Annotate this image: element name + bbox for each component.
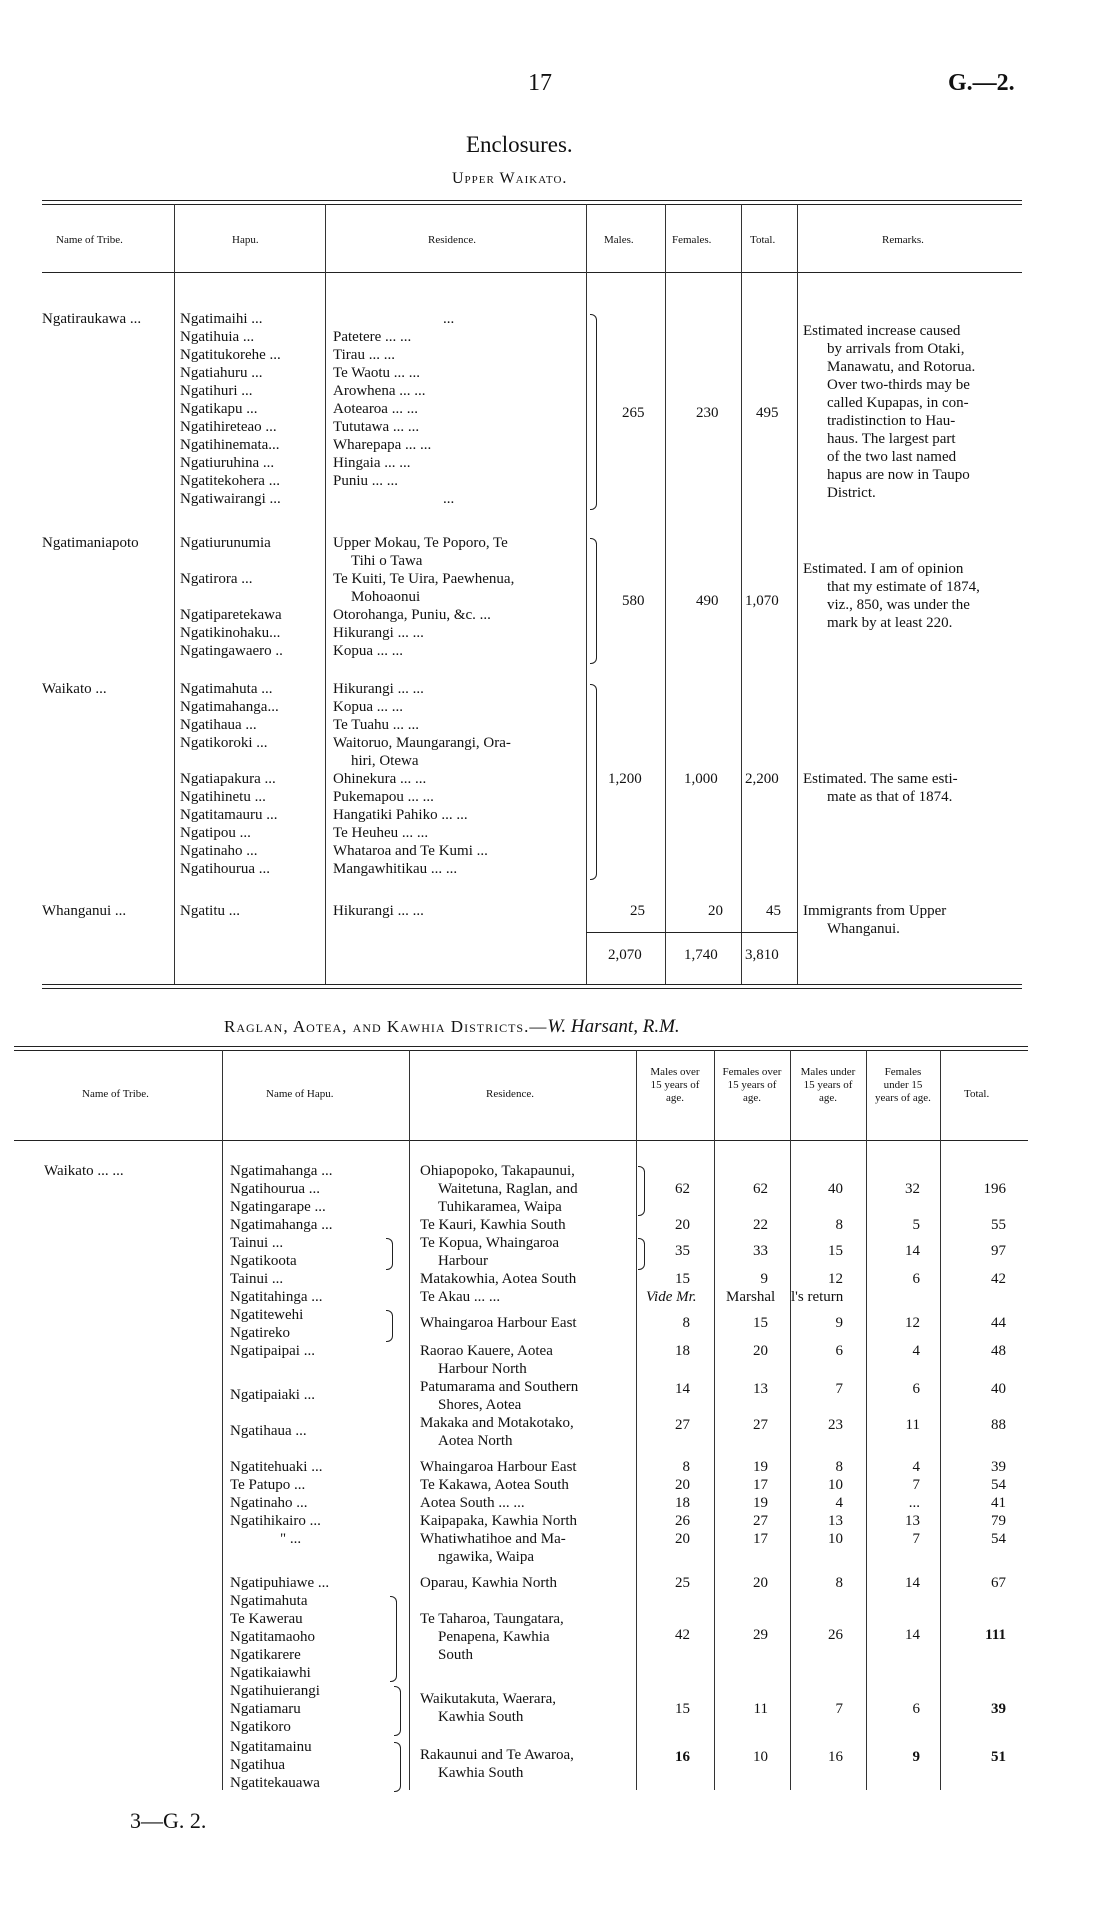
page-number: 17 bbox=[528, 70, 552, 96]
table-row-hapu: Ngatipaipai ... bbox=[230, 1343, 315, 1359]
table-row-residence: Waikutakuta, Waerara, Kawhia South bbox=[420, 1691, 556, 1725]
row-total: 41 bbox=[991, 1495, 1006, 1511]
females-over: 19 bbox=[753, 1459, 768, 1475]
table-row-hapu: Ngatimahanga ... bbox=[230, 1217, 333, 1233]
col-divider bbox=[665, 204, 666, 984]
males-over: 16 bbox=[675, 1749, 690, 1765]
males-over: 8 bbox=[682, 1459, 690, 1475]
table-row-residence: Patumarama and Southern Shores, Aotea bbox=[420, 1379, 579, 1413]
table-row-residence: Aotea South ... ... bbox=[420, 1495, 525, 1511]
col-divider bbox=[866, 1050, 867, 1790]
females-under: 6 bbox=[912, 1271, 920, 1287]
remarks-text: Estimated increase caused by arrivals from Otaki, Manawatu, and Rotorua. Over two-thirds may be called Kupapas, in con- tradistinction to Hau- haus. The largest part of the two last named hapus are now in Taupo District. bbox=[803, 323, 976, 501]
females-under: 14 bbox=[905, 1627, 920, 1643]
residence-list: Hikurangi ... ... bbox=[333, 903, 424, 919]
males-under: 8 bbox=[835, 1575, 843, 1591]
header-residence: Residence. bbox=[428, 234, 476, 246]
header-rule bbox=[14, 1140, 1028, 1141]
header-hapu: Hapu. bbox=[232, 234, 259, 246]
table-row-residence: Whatiwhatihoe and Ma- ngawika, Waipa bbox=[420, 1531, 566, 1565]
header-females-under: Females under 15 years of age. bbox=[875, 1066, 931, 1104]
females-over: 20 bbox=[753, 1575, 768, 1591]
table-row-hapu: Ngatihikairo ... bbox=[230, 1513, 321, 1529]
table-row-residence: Rakaunui and Te Awaroa, Kawhia South bbox=[420, 1747, 574, 1781]
males-under: 12 bbox=[828, 1271, 843, 1287]
header-tribe: Name of Tribe. bbox=[82, 1088, 149, 1100]
group-brace bbox=[590, 314, 597, 510]
table-row-hapu: Tainui ... bbox=[230, 1271, 284, 1287]
table-row-residence: Whaingaroa Harbour East bbox=[420, 1459, 577, 1475]
females-under: 11 bbox=[905, 1417, 920, 1433]
males-under: 10 bbox=[828, 1477, 843, 1493]
males-over: 20 bbox=[675, 1217, 690, 1233]
males-under: 7 bbox=[835, 1381, 843, 1397]
males-over: 15 bbox=[675, 1701, 690, 1717]
table-row-hapu: Ngatipuhiawe ... bbox=[230, 1575, 330, 1591]
males-over: 26 bbox=[675, 1513, 690, 1529]
row-total: 54 bbox=[991, 1531, 1006, 1547]
males-over: 35 bbox=[675, 1243, 690, 1259]
col-divider bbox=[222, 1050, 223, 1790]
table-row-hapu: Ngatihuierangi Ngatiamaru Ngatikoro bbox=[230, 1683, 320, 1735]
row-total: 196 bbox=[983, 1181, 1006, 1197]
females-over: 9 bbox=[760, 1271, 768, 1287]
row-total: 54 bbox=[991, 1477, 1006, 1493]
header-males-over: Males over 15 years of age. bbox=[650, 1066, 700, 1104]
enclosures-title: Enclosures. bbox=[466, 132, 573, 157]
females-over: 20 bbox=[753, 1343, 768, 1359]
col-divider bbox=[741, 204, 742, 984]
total-value: 495 bbox=[756, 405, 779, 421]
row-total: 51 bbox=[991, 1749, 1006, 1765]
table-row-residence: Te Taharoa, Taungatara, Penapena, Kawhia South bbox=[420, 1611, 564, 1663]
females-under: 32 bbox=[905, 1181, 920, 1197]
females-under: 12 bbox=[905, 1315, 920, 1331]
males-value: 1,200 bbox=[608, 771, 642, 787]
table-row-hapu: Tainui ... Ngatikoota bbox=[230, 1235, 297, 1269]
col-divider bbox=[797, 204, 798, 984]
col-divider bbox=[790, 1050, 791, 1790]
females-over: 13 bbox=[753, 1381, 768, 1397]
males-under: 4 bbox=[835, 1495, 843, 1511]
tribe-name: Ngatimaniapoto bbox=[42, 535, 139, 551]
table-row-hapu: Ngatihaua ... bbox=[230, 1423, 307, 1439]
females-over: 27 bbox=[753, 1513, 768, 1529]
females-over: 27 bbox=[753, 1417, 768, 1433]
males-under: 23 bbox=[828, 1417, 843, 1433]
females-under: 4 bbox=[912, 1459, 920, 1475]
males-over: 15 bbox=[675, 1271, 690, 1287]
males-value: 265 bbox=[622, 405, 645, 421]
males-under: 9 bbox=[835, 1315, 843, 1331]
males-over: 27 bbox=[675, 1417, 690, 1433]
females-over: 10 bbox=[753, 1749, 768, 1765]
table-row-residence: Te Akau ... ... bbox=[420, 1289, 501, 1305]
females-over: 17 bbox=[753, 1477, 768, 1493]
females-under: 4 bbox=[912, 1343, 920, 1359]
total-females: 1,740 bbox=[684, 947, 718, 963]
males-over: 20 bbox=[675, 1531, 690, 1547]
table-row-residence: Kaipapaka, Kawhia North bbox=[420, 1513, 578, 1529]
males-over: 20 bbox=[675, 1477, 690, 1493]
females-under: 7 bbox=[912, 1531, 920, 1547]
table-row-hapu: Te Patupo ... bbox=[230, 1477, 306, 1493]
remarks-text: Estimated. The same esti- mate as that of 1874. bbox=[803, 771, 958, 805]
females-under: 6 bbox=[912, 1381, 920, 1397]
totals-rule bbox=[586, 932, 797, 933]
row-total: 55 bbox=[991, 1217, 1006, 1233]
table-row-hapu: Ngatipaiaki ... bbox=[230, 1387, 315, 1403]
males-under: 6 bbox=[835, 1343, 843, 1359]
page-footer: 3—G. 2. bbox=[130, 1808, 207, 1833]
group-brace bbox=[590, 684, 597, 880]
header-hapu: Name of Hapu. bbox=[266, 1088, 334, 1100]
residence-list: ... Patetere ... ... Tirau ... ... Te Waotu ... ... Arowhena ... ... Aotearoa ... ... Tututawa ... ... Wharepapa ... ... Hingaia ... ... Puniu ... ... ... bbox=[333, 311, 455, 507]
males-under: 10 bbox=[828, 1531, 843, 1547]
total-value: 1,070 bbox=[745, 593, 779, 609]
females-under: 9 bbox=[912, 1749, 920, 1765]
row-brace bbox=[386, 1310, 393, 1342]
males-over: 42 bbox=[675, 1627, 690, 1643]
males-under: 7 bbox=[835, 1701, 843, 1717]
series-number: G.—2. bbox=[948, 70, 1015, 96]
group-brace bbox=[590, 538, 597, 664]
females-over: 11 bbox=[753, 1701, 768, 1717]
males-under: 40 bbox=[828, 1181, 843, 1197]
males-under: 26 bbox=[828, 1627, 843, 1643]
row-note: Marshal bbox=[726, 1289, 776, 1305]
header-total: Total. bbox=[964, 1088, 990, 1100]
table-row-residence: Matakowhia, Aotea South bbox=[420, 1271, 577, 1287]
row-total: 67 bbox=[991, 1575, 1006, 1591]
row-total: 88 bbox=[991, 1417, 1006, 1433]
table-row-residence: Makaka and Motakotako, Aotea North bbox=[420, 1415, 574, 1449]
females-value: 20 bbox=[708, 903, 723, 919]
row-total: 97 bbox=[991, 1243, 1006, 1259]
row-total: 48 bbox=[991, 1343, 1006, 1359]
males-over: 8 bbox=[682, 1315, 690, 1331]
header-males-under: Males under 15 years of age. bbox=[800, 1066, 856, 1104]
row-total: 39 bbox=[991, 1459, 1006, 1475]
females-value: 230 bbox=[696, 405, 719, 421]
row-brace bbox=[386, 1238, 393, 1270]
upper-waikato-title: Upper Waikato. bbox=[452, 170, 568, 187]
males-under: 15 bbox=[828, 1243, 843, 1259]
males-over: 18 bbox=[675, 1343, 690, 1359]
females-value: 1,000 bbox=[684, 771, 718, 787]
table-row-hapu: Ngatimahanga ... Ngatihourua ... Ngatingarape ... bbox=[230, 1163, 333, 1215]
hapu-list: Ngatitu ... bbox=[180, 903, 240, 919]
table-row-residence: Te Kakawa, Aotea South bbox=[420, 1477, 569, 1493]
total-value: 45 bbox=[766, 903, 781, 919]
females-under: 6 bbox=[912, 1701, 920, 1717]
table-top-rule bbox=[14, 1046, 1028, 1051]
hapu-list: Ngatiurunumia Ngatirora ... Ngatiparetekawa Ngatikinohaku... Ngatingawaero .. bbox=[180, 535, 283, 659]
row-total: 40 bbox=[991, 1381, 1006, 1397]
header-females: Females. bbox=[672, 234, 712, 246]
raglan-title: Raglan, Aotea, and Kawhia Districts.—W. Harsant, R.M. bbox=[224, 1016, 680, 1037]
remarks-text: Immigrants from Upper Whanganui. bbox=[803, 903, 947, 937]
col-divider bbox=[174, 204, 175, 984]
hapu-list: Ngatimaihi ... Ngatihuia ... Ngatitukorehe ... Ngatiahuru ... Ngatihuri ... Ngatikapu ... Ngatihireteao ... Ngatihinemata... Ngatiuruhina ... Ngatitekohera ... Ngatiwairangi ... bbox=[180, 311, 281, 507]
table-row-residence: Whaingaroa Harbour East bbox=[420, 1315, 577, 1331]
col-divider bbox=[409, 1050, 410, 1790]
row-total: 39 bbox=[991, 1701, 1006, 1717]
females-over: 29 bbox=[753, 1627, 768, 1643]
females-over: 22 bbox=[753, 1217, 768, 1233]
females-under: 7 bbox=[912, 1477, 920, 1493]
total-value: 2,200 bbox=[745, 771, 779, 787]
tribe-name: Whanganui ... bbox=[42, 903, 127, 919]
males-over: 25 bbox=[675, 1575, 690, 1591]
females-over: 33 bbox=[753, 1243, 768, 1259]
females-under: 5 bbox=[912, 1217, 920, 1233]
header-total: Total. bbox=[750, 234, 776, 246]
table-row-residence: Raorao Kauere, Aotea Harbour North bbox=[420, 1343, 553, 1377]
females-under: 14 bbox=[905, 1243, 920, 1259]
table-row-hapu: Ngatitahinga ... bbox=[230, 1289, 323, 1305]
males-value: 580 bbox=[622, 593, 645, 609]
row-note: l's return bbox=[791, 1289, 844, 1305]
col-divider bbox=[325, 204, 326, 984]
col-divider bbox=[714, 1050, 715, 1790]
table-bottom-rule bbox=[42, 984, 1022, 989]
row-total: 44 bbox=[991, 1315, 1006, 1331]
col-divider bbox=[636, 1050, 637, 1790]
col-divider bbox=[940, 1050, 941, 1790]
table-row-residence: Te Kopua, Whaingaroa Harbour bbox=[420, 1235, 560, 1269]
males-under: 13 bbox=[828, 1513, 843, 1529]
males-under: 16 bbox=[828, 1749, 843, 1765]
males-under: 8 bbox=[835, 1217, 843, 1233]
table-top-rule bbox=[42, 200, 1022, 205]
females-over: 19 bbox=[753, 1495, 768, 1511]
header-remarks: Remarks. bbox=[882, 234, 924, 246]
tribe-name: Ngatiraukawa ... bbox=[42, 311, 142, 327]
hapu-list: Ngatimahuta ... Ngatimahanga... Ngatihaua ... Ngatikoroki ... Ngatiapakura ... Ngatihinetu ... Ngatitamauru ... Ngatipou ... Ngatinaho ... Ngatihourua ... bbox=[180, 681, 279, 877]
remarks-text: Estimated. I am of opinion that my estimate of 1874, viz., 850, was under the mark by at least 220. bbox=[803, 561, 980, 631]
males-over: 62 bbox=[675, 1181, 690, 1197]
row-brace bbox=[394, 1686, 401, 1736]
table-row-hapu: " ... bbox=[280, 1531, 302, 1547]
tribe-name: Waikato ... bbox=[42, 681, 107, 697]
residence-list: Upper Mokau, Te Poporo, Te Tihi o Tawa Te Kuiti, Te Uira, Paewhenua, Mohoaonui Otorohanga, Puniu, &c. ... Hikurangi ... ... Kopua ... ... bbox=[333, 535, 515, 659]
header-residence: Residence. bbox=[486, 1088, 534, 1100]
table-row-hapu: Ngatinaho ... bbox=[230, 1495, 308, 1511]
males-under: 8 bbox=[835, 1459, 843, 1475]
residence-list: Hikurangi ... ... Kopua ... ... Te Tuahu ... ... Waitoruo, Maungarangi, Ora- hiri, Otewa Ohinekura ... ... Pukemapou ... ... Hangatiki Pahiko ... ... Te Heuheu ... ... Whataroa and Te Kumi ... Mangawhitikau ... ... bbox=[333, 681, 511, 877]
females-over: 62 bbox=[753, 1181, 768, 1197]
males-over: 14 bbox=[675, 1381, 690, 1397]
row-brace bbox=[394, 1742, 401, 1792]
row-total: 79 bbox=[991, 1513, 1006, 1529]
header-females-over: Females over 15 years of age. bbox=[722, 1066, 782, 1104]
table-row-hapu: Ngatitehuaki ... bbox=[230, 1459, 323, 1475]
row-total: 111 bbox=[985, 1627, 1006, 1643]
table-row-hapu: Ngatitewehi Ngatireko bbox=[230, 1307, 304, 1341]
table-row-hapu: Ngatitamainu Ngatihua Ngatitekauawa bbox=[230, 1739, 320, 1791]
table-row-hapu: Ngatimahuta Te Kawerau Ngatitamaoho Ngatikarere Ngatikaiawhi bbox=[230, 1593, 315, 1681]
table-row-residence: Oparau, Kawhia North bbox=[420, 1575, 558, 1591]
col-divider bbox=[586, 204, 587, 984]
females-under: 13 bbox=[905, 1513, 920, 1529]
females-under: 14 bbox=[905, 1575, 920, 1591]
males-over: 18 bbox=[675, 1495, 690, 1511]
tribe-name: Waikato ... ... bbox=[44, 1163, 124, 1179]
table-row-residence: Ohiapopoko, Takapaunui, Waitetuna, Raglan, and Tuhikaramea, Waipa bbox=[420, 1163, 578, 1215]
females-over: 15 bbox=[753, 1315, 768, 1331]
table-row-residence: Te Kauri, Kawhia South bbox=[420, 1217, 566, 1233]
males-value: 25 bbox=[630, 903, 645, 919]
females-value: 490 bbox=[696, 593, 719, 609]
row-note: Vide Mr. bbox=[646, 1289, 697, 1305]
total-males: 2,070 bbox=[608, 947, 642, 963]
row-brace bbox=[390, 1596, 397, 1682]
header-males: Males. bbox=[604, 234, 634, 246]
total-all: 3,810 bbox=[745, 947, 779, 963]
row-total: 42 bbox=[991, 1271, 1006, 1287]
header-rule bbox=[42, 272, 1022, 273]
header-tribe: Name of Tribe. bbox=[56, 234, 123, 246]
females-under: ... bbox=[908, 1495, 920, 1511]
females-over: 17 bbox=[753, 1531, 768, 1547]
